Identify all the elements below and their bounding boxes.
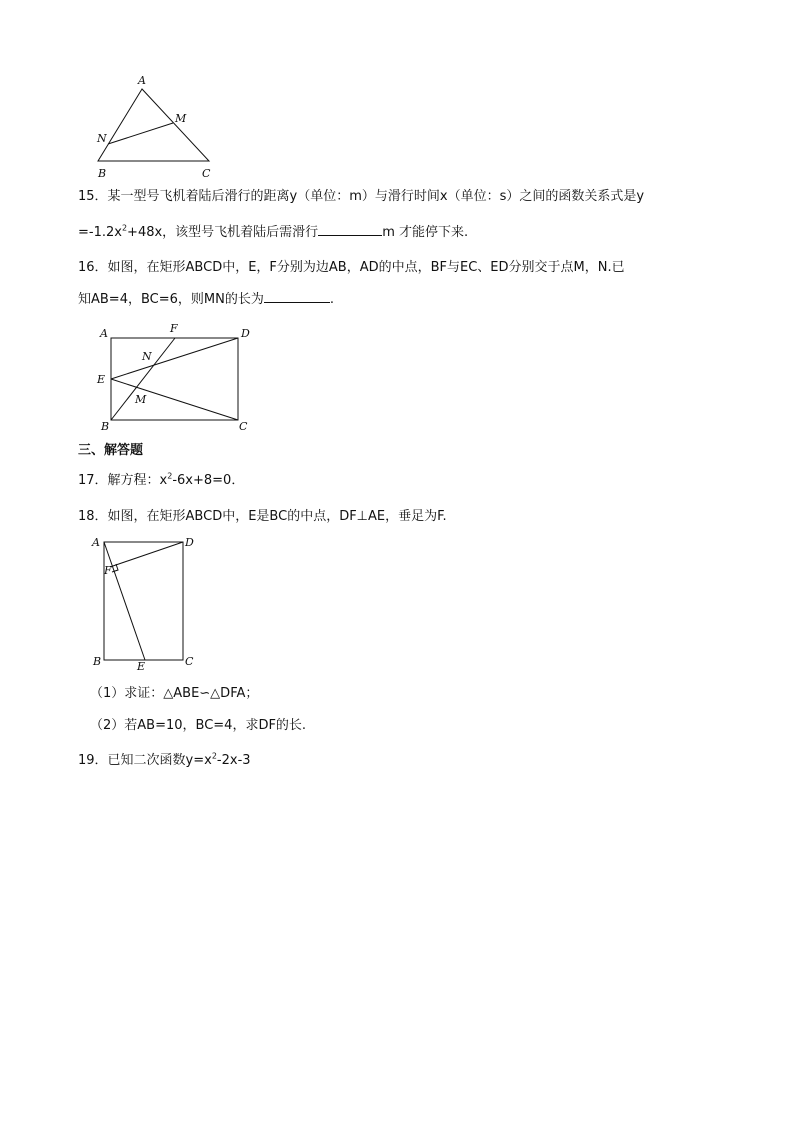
segment-ae xyxy=(104,542,145,660)
q17-sup: 2 xyxy=(167,471,173,481)
rectangle-figure-q18 xyxy=(90,534,200,674)
q19-text-pre: 19．已知二次函数y=x xyxy=(78,753,212,768)
label-n: N xyxy=(142,350,152,363)
label-c: C xyxy=(185,655,194,668)
q18-part1: （1）求证：△ABE∽△DFA； xyxy=(90,686,259,701)
q15-answer-blank[interactable] xyxy=(318,223,382,236)
q15-formula-post: m 才能停下来. xyxy=(382,225,469,240)
label-c: C xyxy=(239,420,248,433)
q18-stem: 18．如图，在矩形ABCD中，E是BC的中点，DF⊥AE，垂足为F. xyxy=(78,509,447,524)
label-d: D xyxy=(241,327,250,340)
label-e: E xyxy=(137,660,146,673)
q16-line1: 16．如图，在矩形ABCD中，E，F分别为边AB，AD的中点，BF与EC、ED分别交于点M，N.已 xyxy=(78,260,625,275)
q18-part2: （2）若AB=10，BC=4，求DF的长. xyxy=(90,718,307,733)
label-b: B xyxy=(93,655,102,668)
label-b: B xyxy=(101,420,110,433)
q15-formula-sup: 2 xyxy=(121,223,128,233)
label-m: M xyxy=(175,112,187,125)
section-heading-solutions: 三、解答题 xyxy=(78,443,144,458)
label-e: E xyxy=(97,373,106,386)
q16-answer-blank[interactable] xyxy=(264,290,330,303)
q16-text-pre: 知AB=4，BC=6，则MN的长为 xyxy=(78,292,264,307)
q15-formula-pre: =-1.2x xyxy=(78,225,122,240)
label-d: D xyxy=(185,536,194,549)
segment-df xyxy=(110,542,183,567)
label-n: N xyxy=(97,132,107,145)
q17-text-post: -6x+8=0． xyxy=(172,473,245,488)
q19-line xyxy=(78,752,251,770)
label-f: F xyxy=(170,322,178,335)
q19-sup: 2 xyxy=(211,751,217,761)
rectangle-abcd xyxy=(104,542,183,660)
label-a: A xyxy=(92,536,100,549)
label-m: M xyxy=(135,393,147,406)
label-f: F xyxy=(104,564,112,577)
q17-line xyxy=(78,472,244,490)
label-a: A xyxy=(138,74,146,87)
triangle-figure xyxy=(90,72,220,182)
q15-formula-mid: +48x，该型号飞机着陆后需滑行 xyxy=(127,225,319,240)
segment-nm xyxy=(108,123,173,144)
q16-line2 xyxy=(78,290,334,309)
segment-ec xyxy=(111,379,238,420)
q15-line2 xyxy=(78,223,468,242)
q17-text-pre: 17．解方程：x xyxy=(78,473,168,488)
rectangle-abcd xyxy=(111,338,238,420)
q19-text-post: -2x-3 xyxy=(216,753,251,768)
rectangle-figure-q16 xyxy=(92,318,257,436)
q15-line1: 15．某一型号飞机着陆后滑行的距离y（单位：m）与滑行时间x（单位：s）之间的函数关系式是y xyxy=(78,189,645,204)
label-a: A xyxy=(100,327,108,340)
segment-ed xyxy=(111,338,238,379)
q16-text-post: . xyxy=(329,292,334,307)
triangle-abc xyxy=(98,89,209,161)
label-c: C xyxy=(202,167,211,180)
label-b: B xyxy=(98,167,107,180)
